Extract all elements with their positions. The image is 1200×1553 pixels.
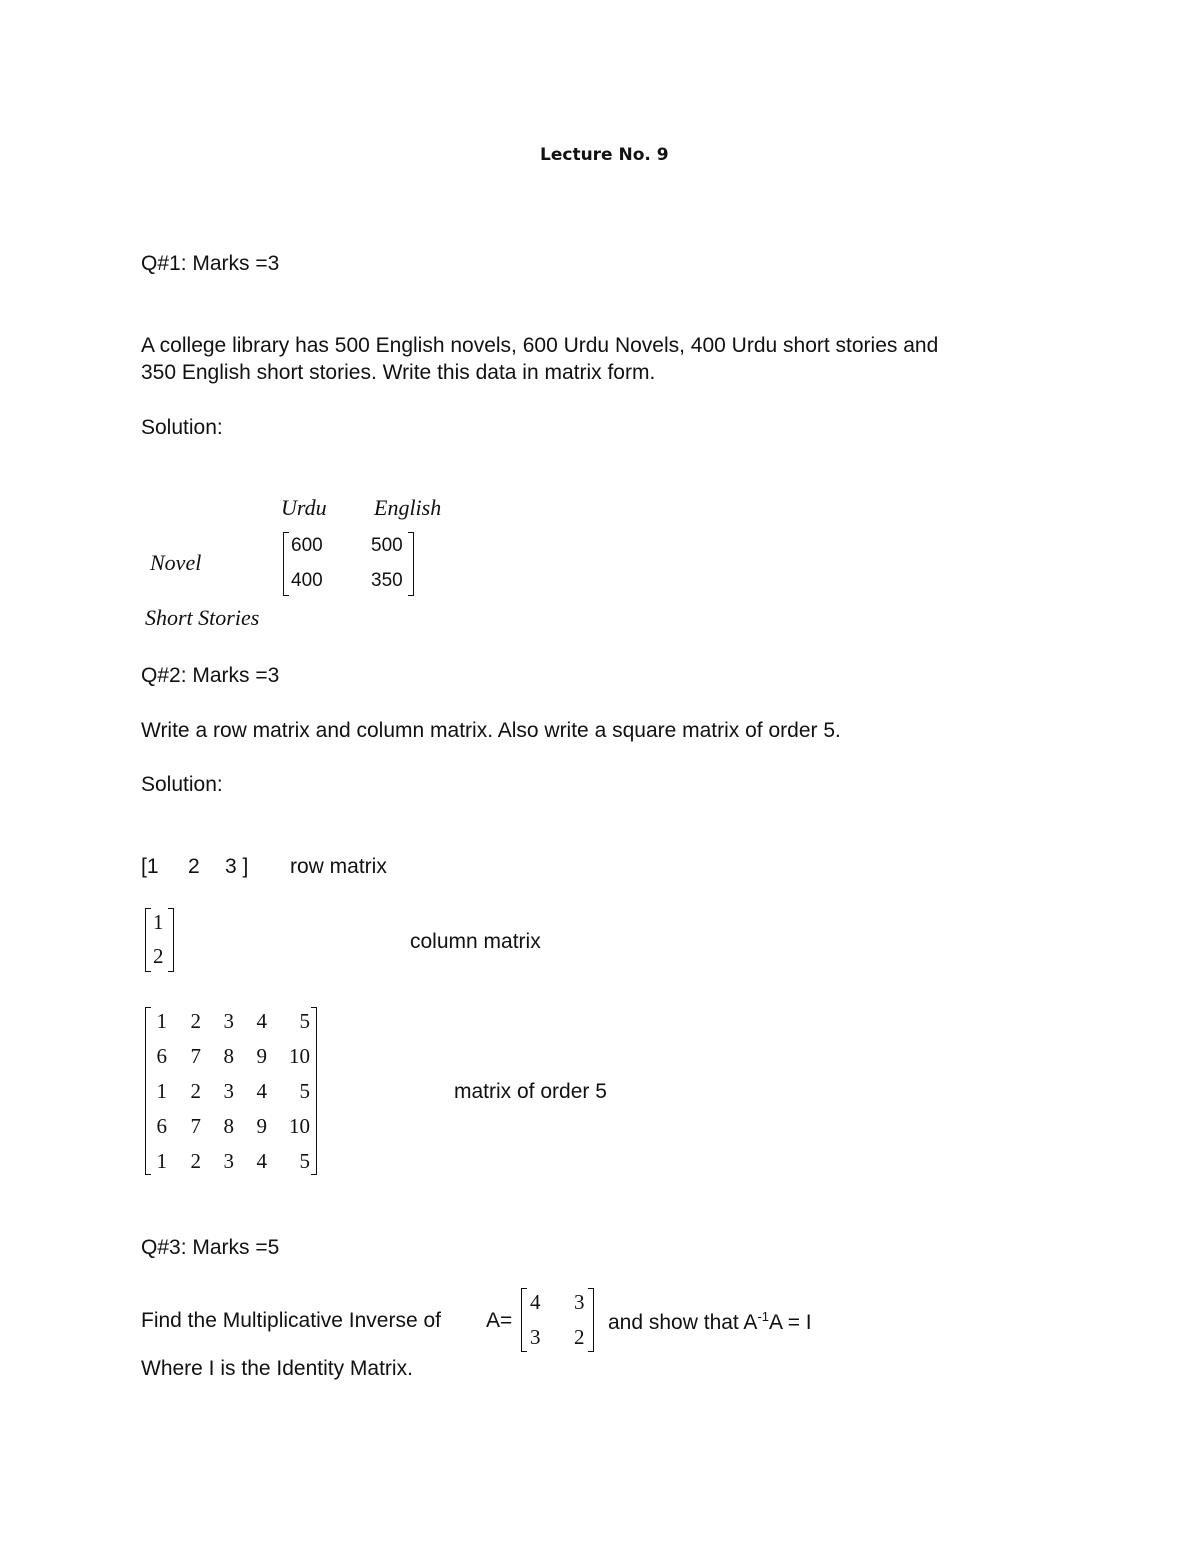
matrix-cell: 600	[291, 535, 323, 556]
matrix-cell: 3	[574, 1290, 585, 1314]
matrix-cell: 8	[223, 1114, 234, 1138]
q2-heading: Q#2: Marks =3	[141, 664, 280, 687]
matrix-cell: 1	[156, 1149, 167, 1173]
matrix-cell: 5	[299, 1149, 310, 1173]
row-matrix-label: row matrix	[290, 855, 387, 878]
square-matrix-label: matrix of order 5	[454, 1080, 607, 1103]
matrix-cell: 2	[190, 1149, 201, 1173]
q3-heading: Q#3: Marks =5	[141, 1236, 280, 1259]
matrix-cell: 9	[256, 1044, 267, 1068]
right-bracket	[311, 1007, 317, 1175]
matrix-cell: 10	[289, 1114, 310, 1138]
right-bracket	[588, 1288, 594, 1352]
matrix-cell: 6	[156, 1044, 167, 1068]
column-matrix-label: column matrix	[410, 930, 541, 953]
matrix-cell: 2	[153, 944, 164, 968]
q1-row-label-short-stories: Short Stories	[145, 605, 260, 630]
matrix-cell: 10	[289, 1044, 310, 1068]
left-bracket	[145, 1007, 151, 1175]
matrix-cell: 2	[190, 1009, 201, 1033]
matrix-cell: 2	[190, 1079, 201, 1103]
q1-heading: Q#1: Marks =3	[141, 252, 280, 275]
q3-matrix-name: A=	[486, 1309, 513, 1332]
q2-solution-label: Solution:	[141, 773, 223, 796]
matrix-cell: 4	[530, 1290, 541, 1314]
matrix-cell: 4	[256, 1149, 267, 1173]
left-bracket	[521, 1288, 527, 1352]
q2-text: Write a row matrix and column matrix. Also write a square matrix of order 5.	[141, 719, 841, 742]
right-bracket	[168, 908, 174, 972]
right-bracket	[408, 532, 414, 596]
matrix-cell: 3	[223, 1009, 234, 1033]
matrix-cell: 9	[256, 1114, 267, 1138]
row-matrix-entry: 2	[188, 855, 200, 878]
matrix-cell: 3	[223, 1149, 234, 1173]
q1-text-line1: A college library has 500 English novels, 600 Urdu Novels, 400 Urdu short stories and	[141, 334, 939, 357]
matrix-cell: 500	[371, 535, 403, 556]
matrix-cell: 7	[190, 1114, 201, 1138]
matrix-cell: 1	[153, 910, 164, 934]
row-matrix-entry: 3 ]	[225, 855, 249, 878]
matrix-cell: 4	[256, 1079, 267, 1103]
q3-text-line2: Where I is the Identity Matrix.	[141, 1357, 413, 1380]
row-matrix-entry: [1	[141, 855, 159, 878]
q1-col-header-urdu: Urdu	[281, 495, 327, 520]
matrix-cell: 5	[299, 1079, 310, 1103]
q1-text-line2: 350 English short stories. Write this data in matrix form.	[141, 361, 656, 384]
matrix-cell: 1	[156, 1009, 167, 1033]
inverse-superscript: -1	[757, 1309, 770, 1324]
q3-text-after: and show that $A^{-1}A = I$	[608, 1309, 812, 1334]
left-bracket	[145, 908, 151, 972]
matrix-cell: 6	[156, 1114, 167, 1138]
matrix-cell: 1	[156, 1079, 167, 1103]
q1-row-label-novel: Novel	[150, 550, 202, 575]
q1-col-header-english: English	[374, 495, 442, 520]
matrix-cell: 2	[574, 1325, 585, 1349]
matrix-cell: 400	[291, 570, 323, 591]
matrix-cell: 4	[256, 1009, 267, 1033]
matrix-cell: 5	[299, 1009, 310, 1033]
page-title: Lecture No. 9	[540, 145, 669, 165]
matrix-cell: 3	[223, 1079, 234, 1103]
matrix-cell: 7	[190, 1044, 201, 1068]
left-bracket	[283, 532, 289, 596]
matrix-cell: 8	[223, 1044, 234, 1068]
q1-solution-label: Solution:	[141, 416, 223, 439]
q3-text-before: Find the Multiplicative Inverse of	[141, 1309, 441, 1332]
matrix-cell: 3	[530, 1325, 541, 1349]
matrix-cell: 350	[371, 570, 403, 591]
